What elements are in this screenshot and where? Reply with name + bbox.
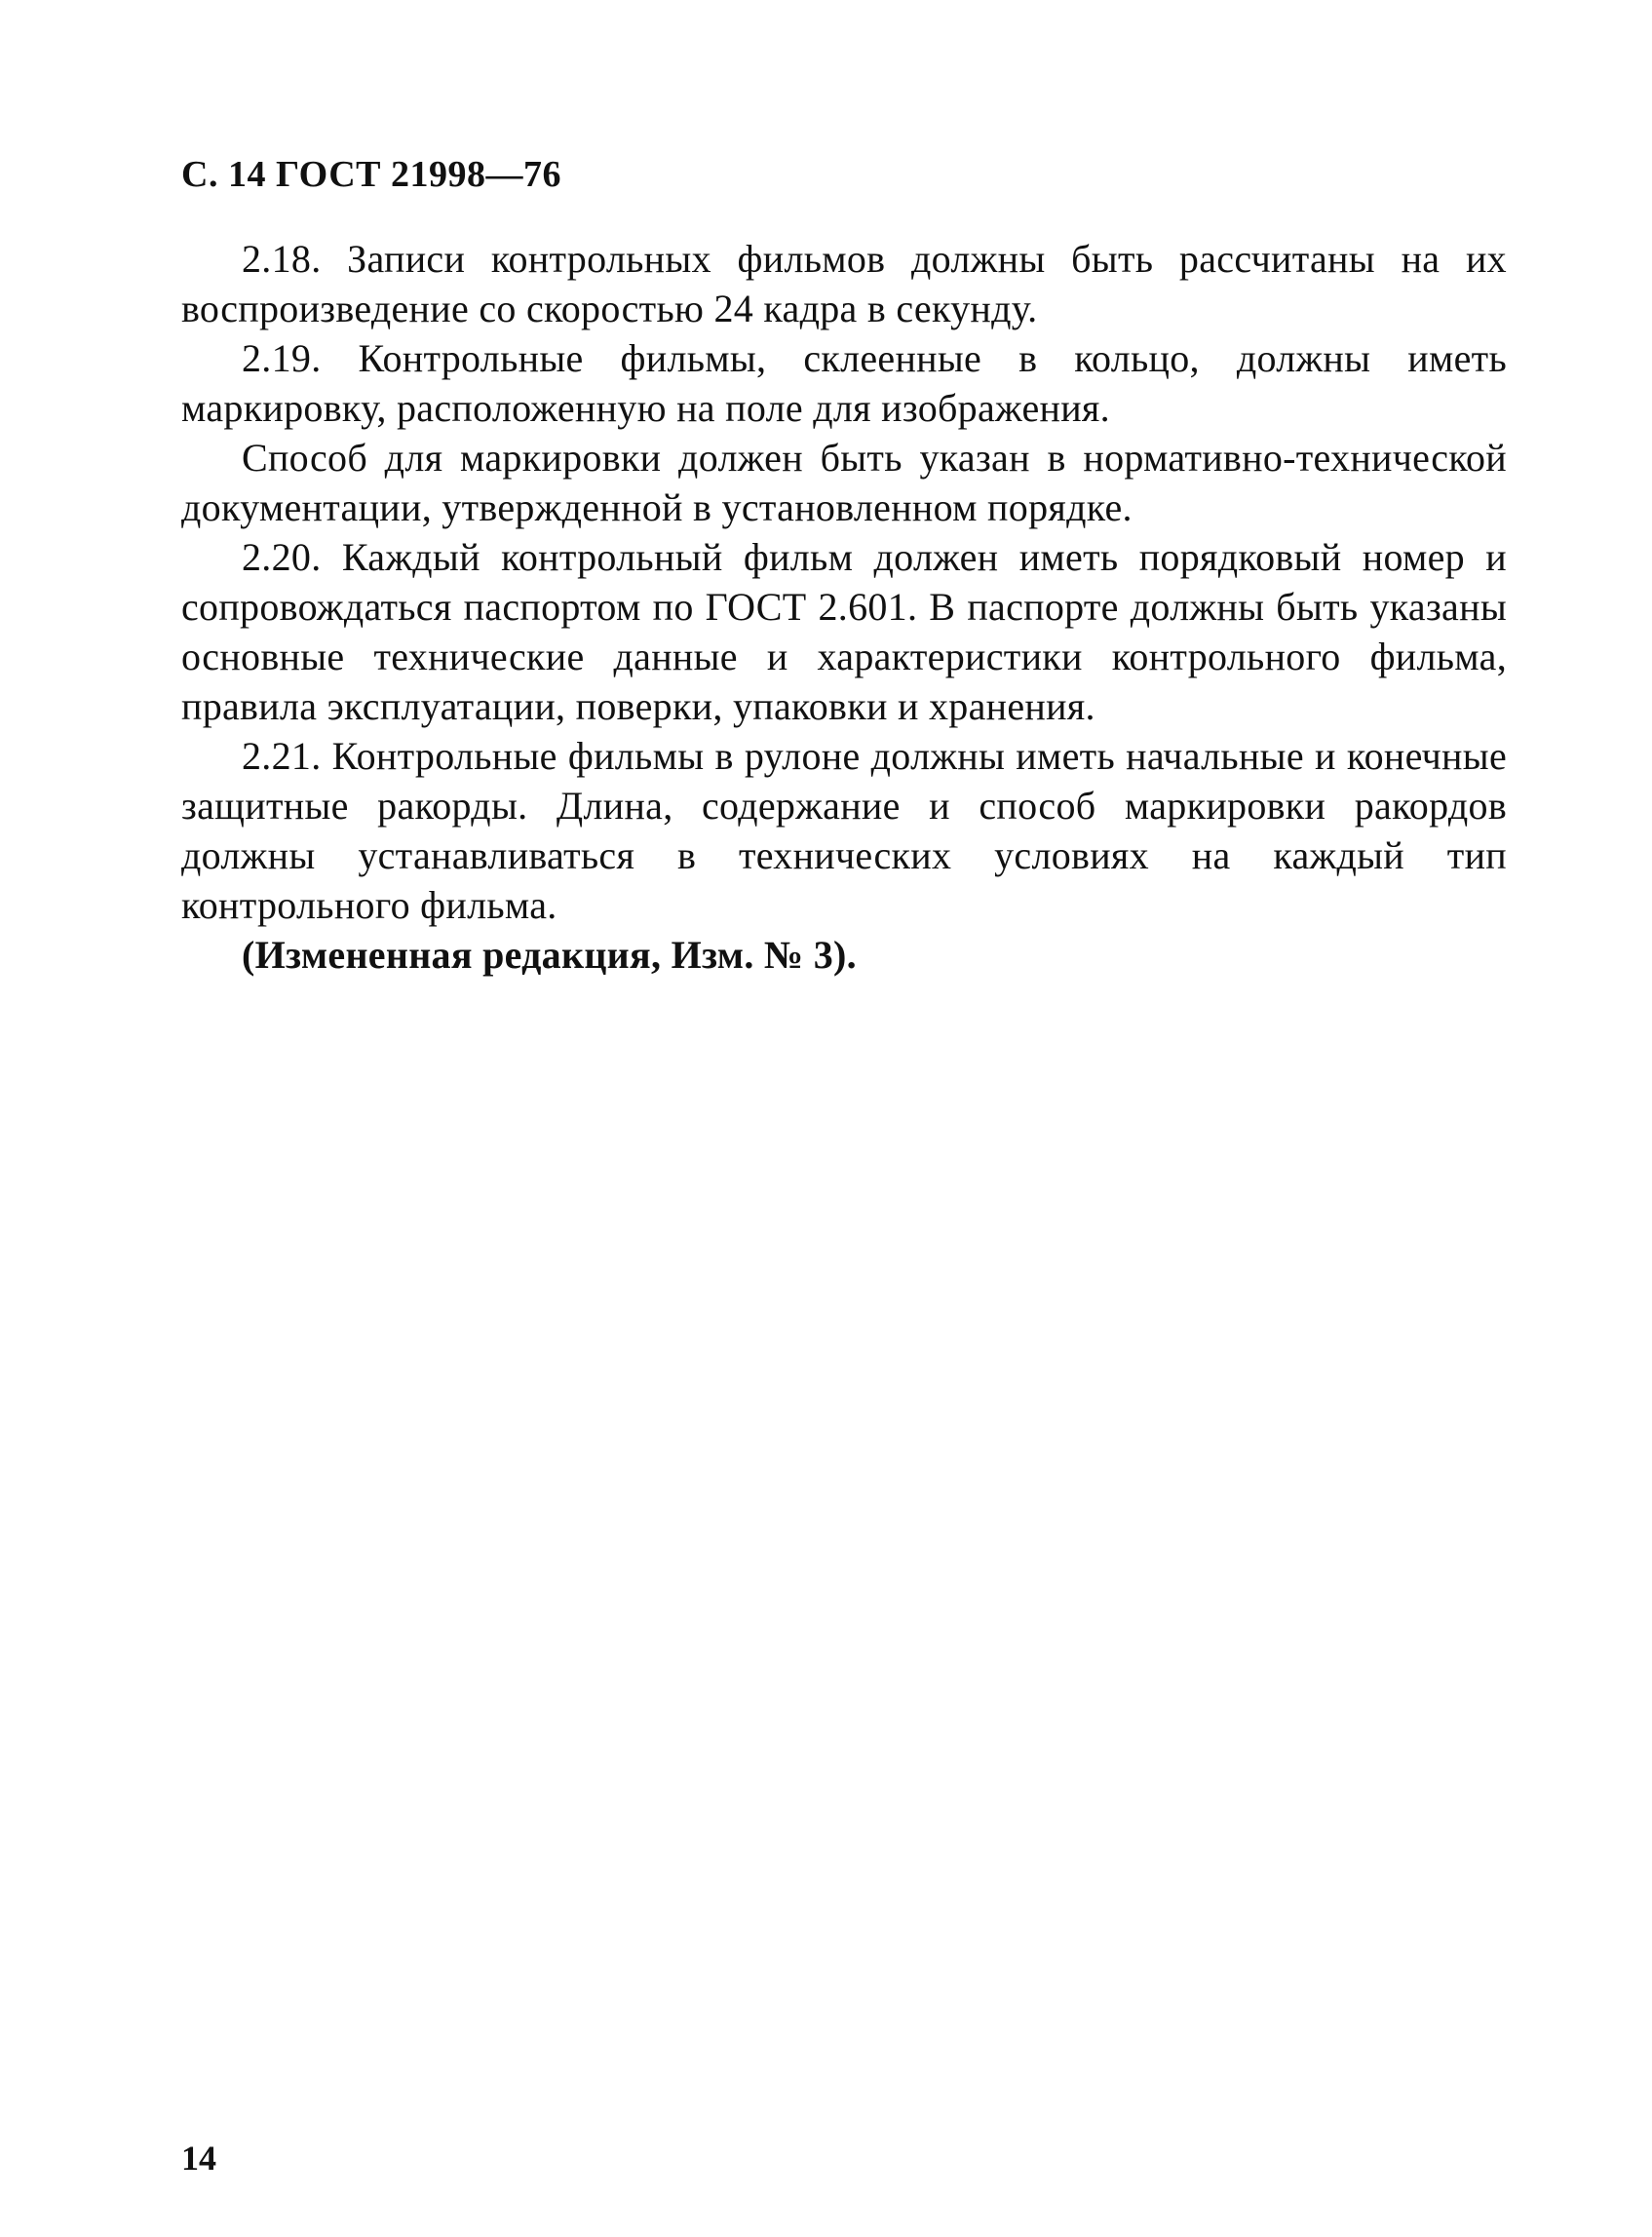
amendment-note: (Измененная редакция, Изм. № 3). — [242, 933, 857, 977]
page-number: 14 — [181, 2139, 216, 2178]
page-header: С. 14 ГОСТ 21998—76 — [181, 154, 561, 195]
document-body — [181, 234, 1507, 980]
paragraph-marking-method: Способ для маркировки должен быть указан в нормативно-технической документации, утвержденной в установленном порядке. — [181, 436, 1507, 529]
paragraph-2-19: 2.19. Контрольные фильмы, склеенные в кольцо, должны иметь маркировку, расположенную на поле для изображения. — [181, 336, 1507, 430]
paragraph-2-18: 2.18. Записи контрольных фильмов должны быть рассчитаны на их воспроизведение со скоростью 24 кадра в секунду. — [181, 237, 1507, 330]
paragraph-2-21: 2.21. Контрольные фильмы в рулоне должны иметь начальные и конечные защитные ракорды. Длина, содержание и способ маркировки ракордов должны устанавливаться в технических условиях на каждый тип контрольного фильма. — [181, 734, 1507, 927]
paragraph-2-20: 2.20. Каждый контрольный фильм должен иметь порядковый номер и сопровождаться паспортом по ГОСТ 2.601. В паспорте должны быть указаны основные технические данные и характеристики контрольного фильма, правила эксплуатации, поверки, упаковки и хранения. — [181, 535, 1507, 728]
